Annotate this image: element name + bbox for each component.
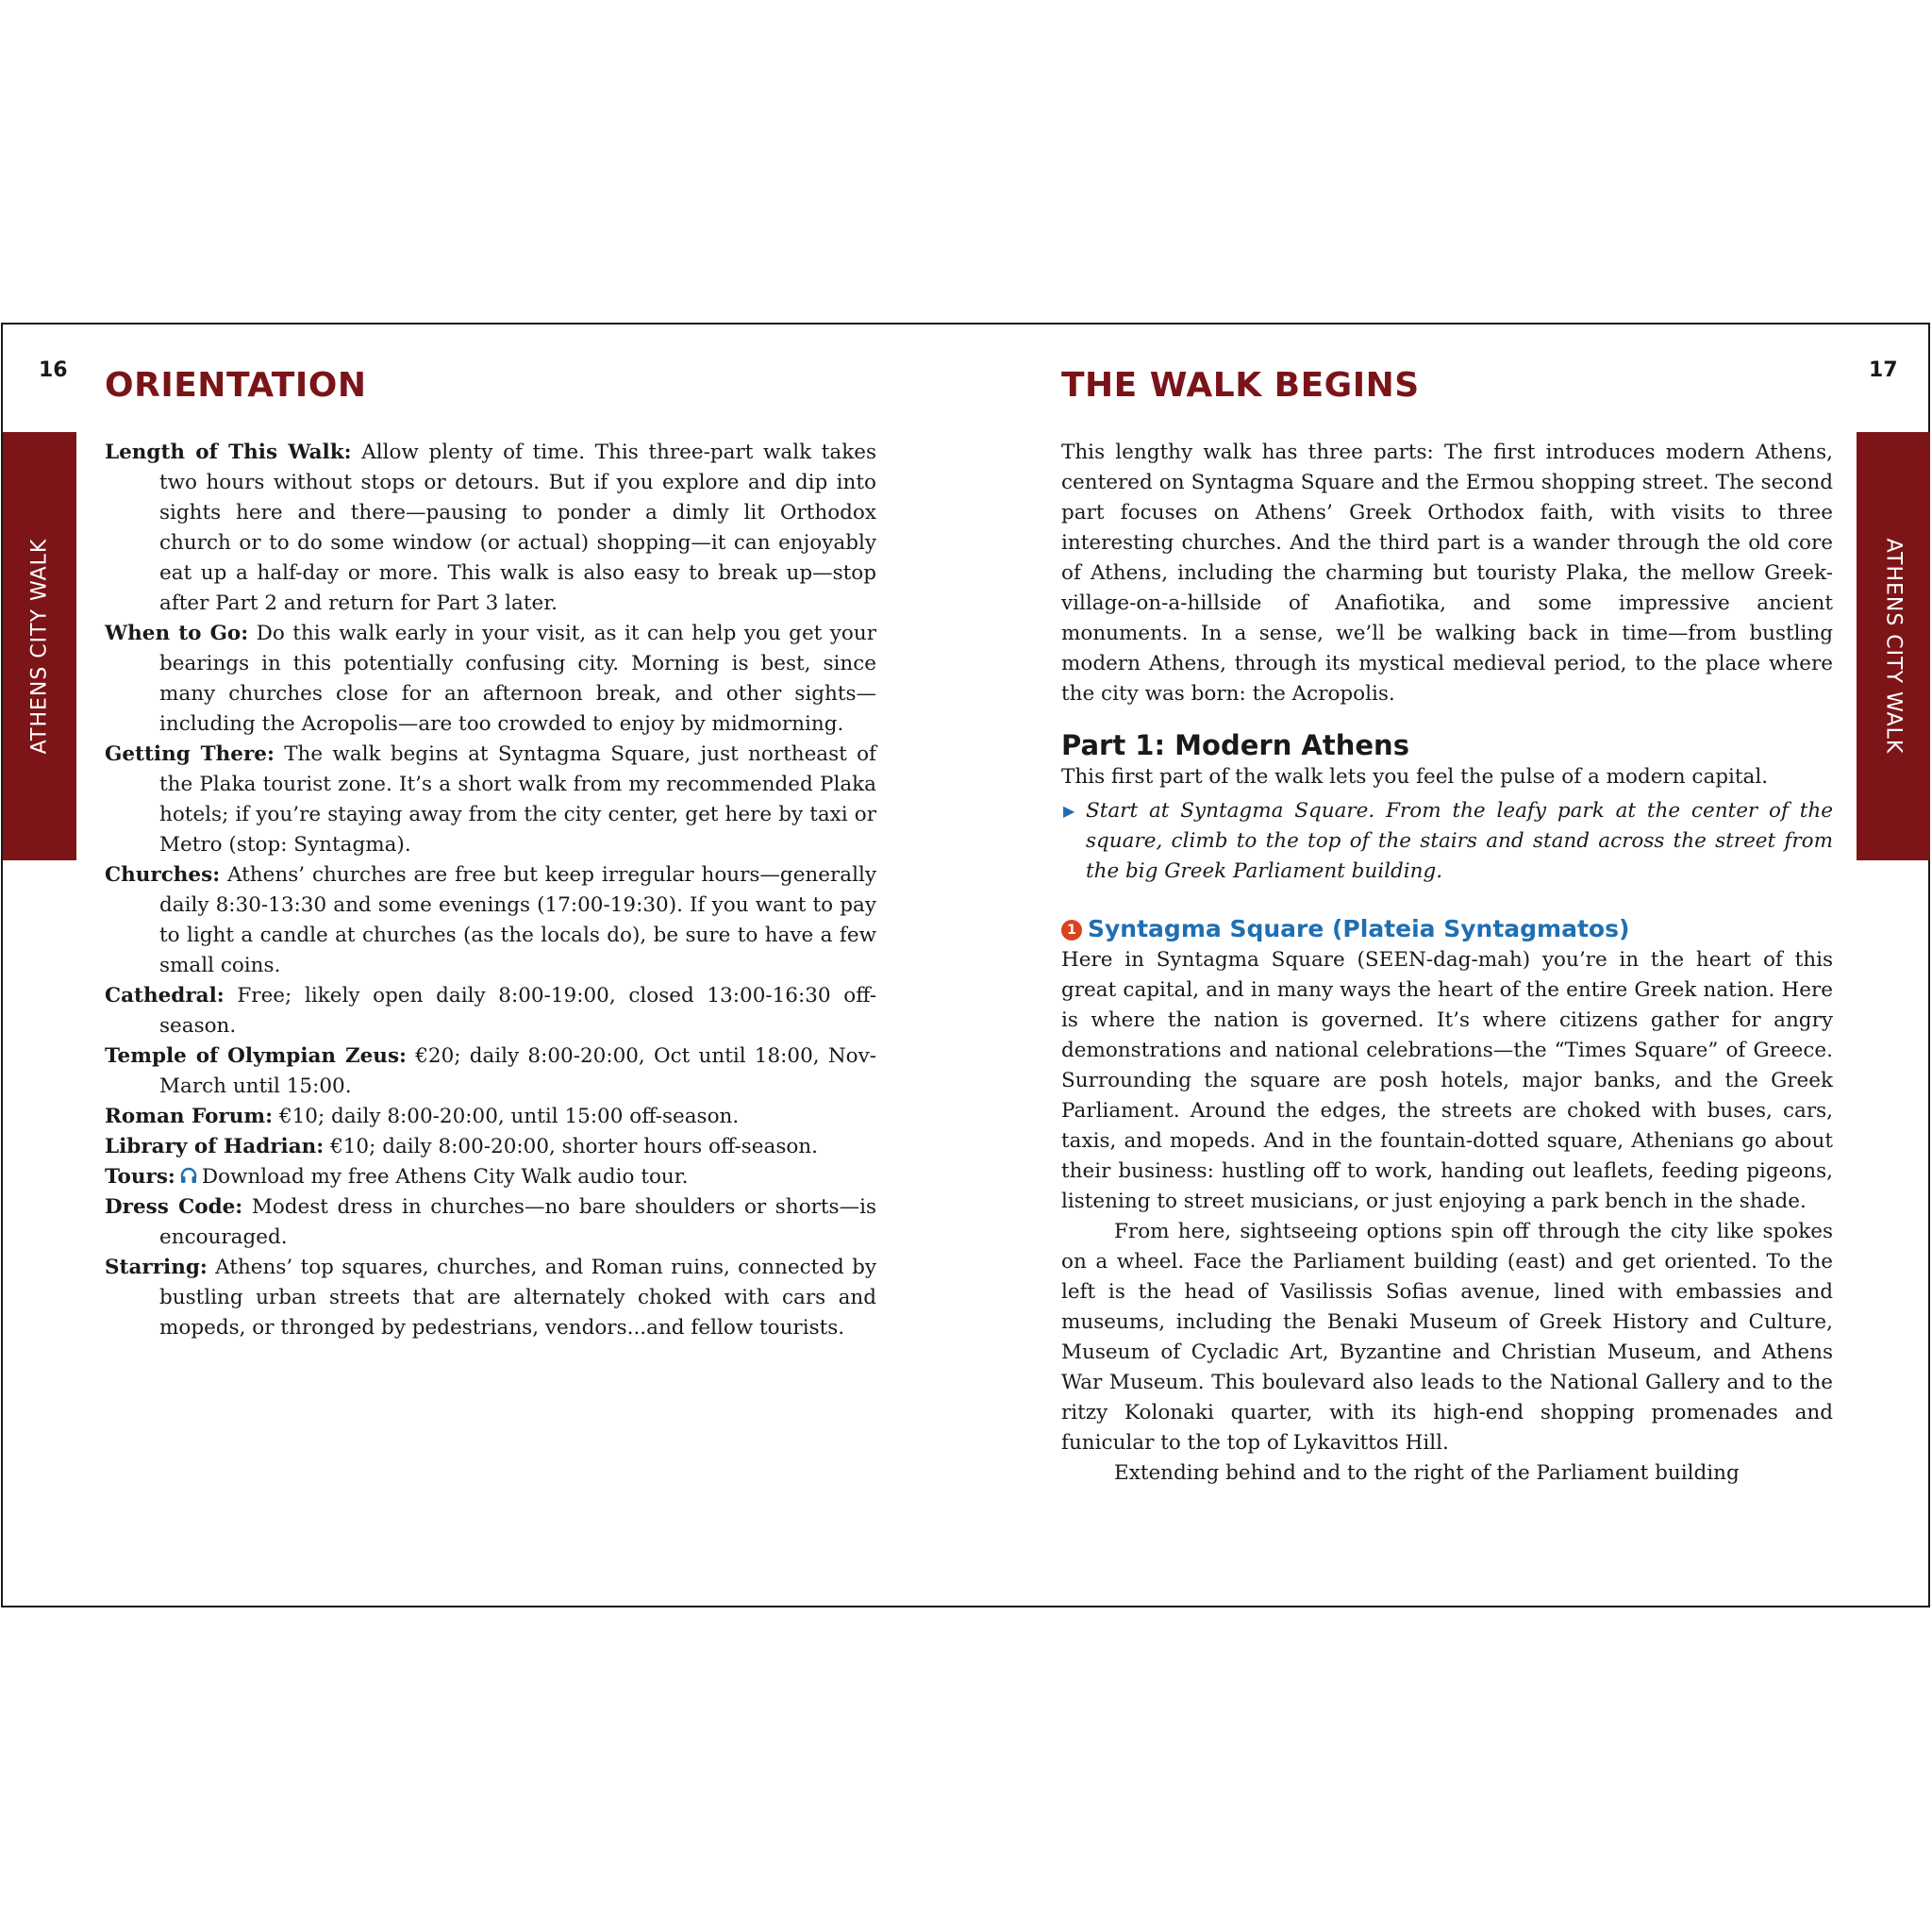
orientation-entry-library: [105, 1132, 876, 1162]
walk-intro: This lengthy walk has three parts: The first introduces modern Athens, centered on Syntagma Square and the Ermou shopping street. The second part focuses on Athens’ Greek Orthodox faith, with visits to three interesting churches. And the third part is a wander through the old core of Athens, including the charming but touristy Plaka, the mellow Greek-village-on-a-hillside of Anafiotika, and some impressive ancient monuments. In a sense, we’ll be walking back in time—from bustling modern Athens, through its mystical medieval period, to the place where the city was born: the Acropolis.: [1061, 441, 1833, 706]
orientation-entry-cathedral: [105, 981, 876, 1041]
entry-text: €20; daily 8:00-20:00, Oct until 18:00, Nov-March until 15:00.: [159, 1044, 876, 1098]
entry-text: Do this walk early in your visit, as it can help you get your bearings in this potentially confusing city. Morning is best, since many churches close for an afternoon break, and other sights—including the Acropolis—are too crowded to enjoy by midmorning.: [159, 622, 876, 736]
entry-term: Tours:: [105, 1165, 175, 1189]
walk-direction-text: Start at Syntagma Square. From the leafy park at the center of the square, climb to the top of the stairs and stand across the street from the big Greek Parliament building.: [1086, 799, 1833, 883]
entry-text: €10; daily 8:00-20:00, shorter hours off-season.: [330, 1135, 818, 1158]
page-number-right: 17: [1869, 358, 1898, 382]
entry-term: Length of This Walk:: [105, 441, 352, 464]
orientation-entry-temple: [105, 1041, 876, 1102]
orientation-entry-tours: [105, 1162, 876, 1192]
orientation-entry-churches: [105, 860, 876, 981]
orientation-entry-length: [105, 438, 876, 619]
orientation-entry-starring: [105, 1253, 876, 1343]
orientation-column: [105, 438, 876, 1343]
book-spread: [1, 323, 1930, 1607]
orientation-entry-getting-there: [105, 740, 876, 860]
entry-text: The walk begins at Syntagma Square, just northeast of the Plaka tourist zone. It’s a short walk from my recommended Plaka hotels; if you’re staying away from the city center, get here by taxi or Metro (stop: Syntagma).: [159, 742, 876, 857]
entry-term: Dress Code:: [105, 1195, 243, 1219]
entry-text: €10; daily 8:00-20:00, until 15:00 off-season.: [278, 1105, 740, 1128]
part-intro: This first part of the walk lets you feel the pulse of a modern capital.: [1061, 765, 1769, 789]
part-heading: Part 1: Modern Athens: [1061, 729, 1409, 761]
entry-term: Roman Forum:: [105, 1105, 274, 1128]
walk-direction: [1061, 796, 1833, 887]
section-tab-right-label: ATHENS CITY WALK: [1881, 538, 1906, 755]
entry-text: Allow plenty of time. This three-part walk takes two hours without stops or detours. But if you explore and dip into sights here and there—pausing to ponder a dimly lit Orthodox church or to do some window (or actual) shopping—it can enjoyably eat up a half-day or more. This walk is also easy to break up—stop after Part 2 and return for Part 3 later.: [159, 441, 877, 615]
body-paragraph: From here, sightseeing options spin off through the city like spokes on a wheel. Face the Parliament building (east) and get oriented. To the left is the head of Vasilissis Sofias avenue, lined with embassies and museums, including the Benaki Museum of Greek History and Culture, Museum of Cycladic Art, Byzantine and Christian Museum, and Athens War Museum. This boulevard also leads to the National Gallery and to the ritzy Kolonaki quarter, with its high-end shopping promenades and funicular to the top of Lykavittos Hill.: [1061, 1220, 1833, 1455]
entry-text: Free; likely open daily 8:00-19:00, closed 13:00-16:30 off-season.: [159, 984, 876, 1038]
orientation-heading: ORIENTATION: [105, 366, 367, 405]
walk-column: [1061, 438, 1833, 1489]
entry-term: Temple of Olympian Zeus:: [105, 1044, 407, 1068]
entry-text: Athens’ top squares, churches, and Roman ruins, connected by bustling urban streets that are alternately choked with cars and mopeds, or thronged by pedestrians, vendors...and fellow tourists.: [159, 1256, 876, 1340]
body-paragraph: Here in Syntagma Square (SEEN-dag-mah) you’re in the heart of this great capital, and in many ways the heart of the entire Greek nation. Here is where the nation is governed. It’s where citizens gather for angry demonstrations and national celebrations—the “Times Square” of Greece. Surrounding the square are posh hotels, major banks, and the Greek Parliament. Around the edges, the streets are choked with buses, cars, taxis, and mopeds. And in the fountain-dotted square, Athenians go about their business: hustling off to work, handing out leaflets, feeding pigeons, listening to street musicians, or just enjoying a park bench in the shade.: [1061, 948, 1833, 1213]
entry-term: When to Go:: [105, 622, 249, 645]
sight-heading-text: Syntagma Square (Plateia Syntagmatos): [1088, 915, 1630, 942]
page-number-left: 16: [39, 358, 68, 382]
section-tab-left: [3, 432, 76, 860]
orientation-entry-forum: [105, 1102, 876, 1132]
entry-text: Athens’ churches are free but keep irregular hours—generally daily 8:30-13:30 and some evenings (17:00-19:30). If you want to pay to light a candle at churches (as the locals do), be sure to have a few small coins.: [159, 863, 876, 977]
orientation-entry-when: [105, 619, 876, 740]
section-tab-right: [1857, 432, 1930, 860]
triangle-arrow-icon: ▶: [1063, 802, 1075, 820]
body-paragraph: Extending behind and to the right of the Parliament building: [1114, 1461, 1740, 1485]
walk-begins-heading: THE WALK BEGINS: [1061, 366, 1420, 405]
sight-heading: [1061, 913, 1833, 945]
sight-number-marker: 1: [1061, 920, 1082, 941]
entry-term: Library of Hadrian:: [105, 1135, 325, 1158]
entry-term: Churches:: [105, 863, 221, 887]
entry-term: Getting There:: [105, 742, 275, 766]
orientation-entry-dress-code: [105, 1192, 876, 1253]
entry-term: Starring:: [105, 1256, 208, 1279]
entry-text: Download my free Athens City Walk audio tour.: [201, 1165, 689, 1189]
entry-term: Cathedral:: [105, 984, 225, 1008]
headphones-icon: [179, 1166, 198, 1185]
entry-text: Modest dress in churches—no bare shoulders or shorts—is encouraged.: [159, 1195, 876, 1249]
section-tab-left-label: ATHENS CITY WALK: [27, 538, 52, 755]
